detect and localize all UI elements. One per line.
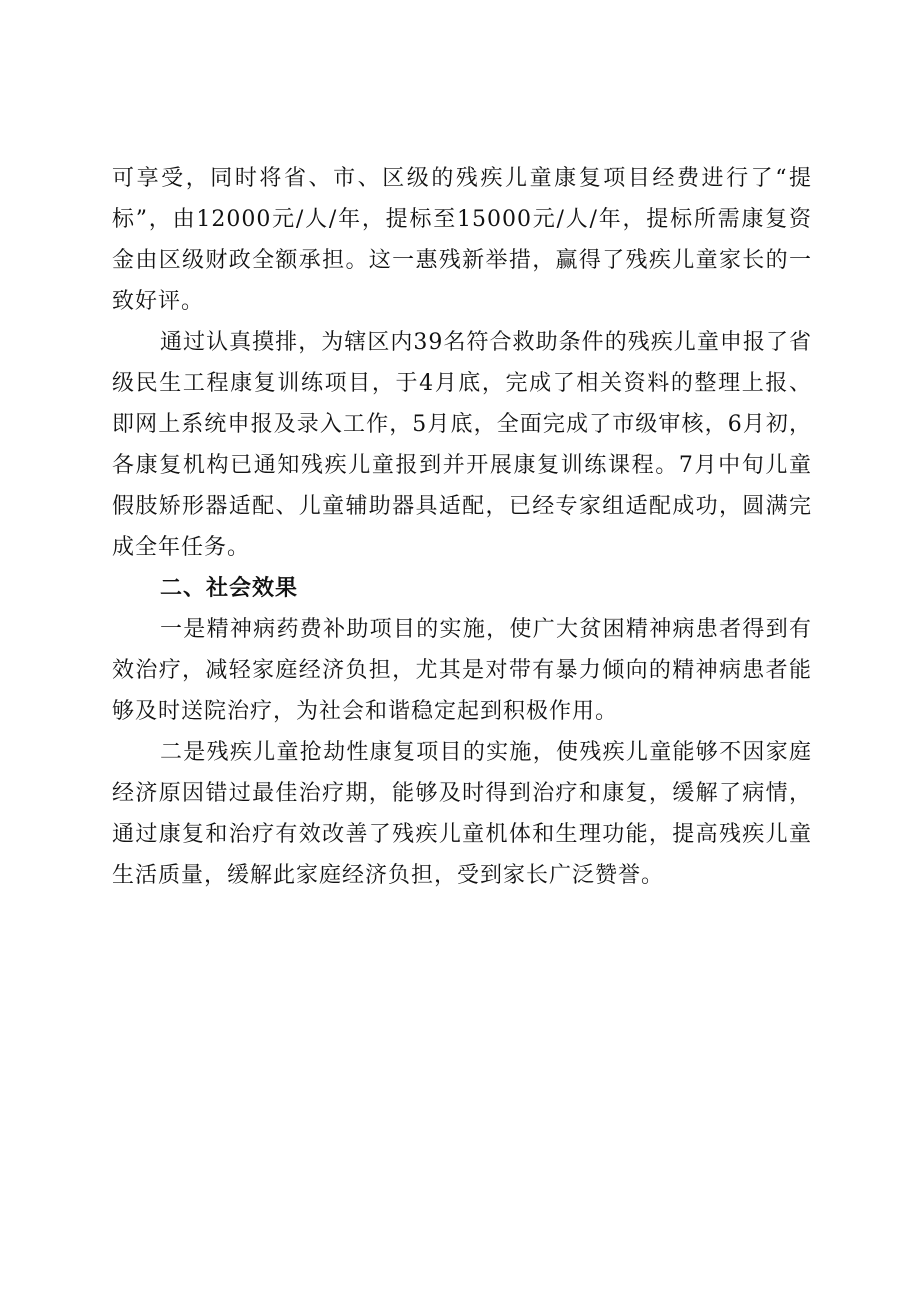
section-heading: 二、社会效果 bbox=[160, 576, 299, 601]
paragraph-continuation: 可享受，同时将省、市、区级的残疾儿童康复项目经费进行了“提标”，由12000元/人/年，提标至15000元/人/年，提标所需康复资金由区级财政全额承担。这一惠残新举措，赢得了残疾儿童家长的一致好评。 bbox=[112, 166, 812, 314]
paragraph-rehab-application: 通过认真摸排，为辖区内39名符合救助条件的残疾儿童申报了省级民生工程康复训练项目，于4月底，完成了相关资料的整理上报、即网上系统申报及录入工作，5月底，全面完成了市级审核，6月初，各康复机构已通知残疾儿童报到并开展康复训练课程。7月中旬儿童假肢矫形器适配、儿童辅助器具适配，已经专家组适配成功，圆满完成全年任务。 bbox=[112, 330, 812, 560]
document-body bbox=[112, 158, 812, 896]
paragraph-child-rehab-effect: 二是残疾儿童抢劫性康复项目的实施，使残疾儿童能够不因家庭经济原因错过最佳治疗期，能够及时得到治疗和康复，缓解了病情，通过康复和治疗有效改善了残疾儿童机体和生理功能，提高残疾儿童生活质量，缓解此家庭经济负担，受到家长广泛赞誉。 bbox=[112, 740, 812, 888]
paragraph-mental-illness-subsidy: 一是精神病药费补助项目的实施，使广大贫困精神病患者得到有效治疗，减轻家庭经济负担，尤其是对带有暴力倾向的精神病患者能够及时送院治疗，为社会和谐稳定起到积极作用。 bbox=[112, 617, 812, 724]
